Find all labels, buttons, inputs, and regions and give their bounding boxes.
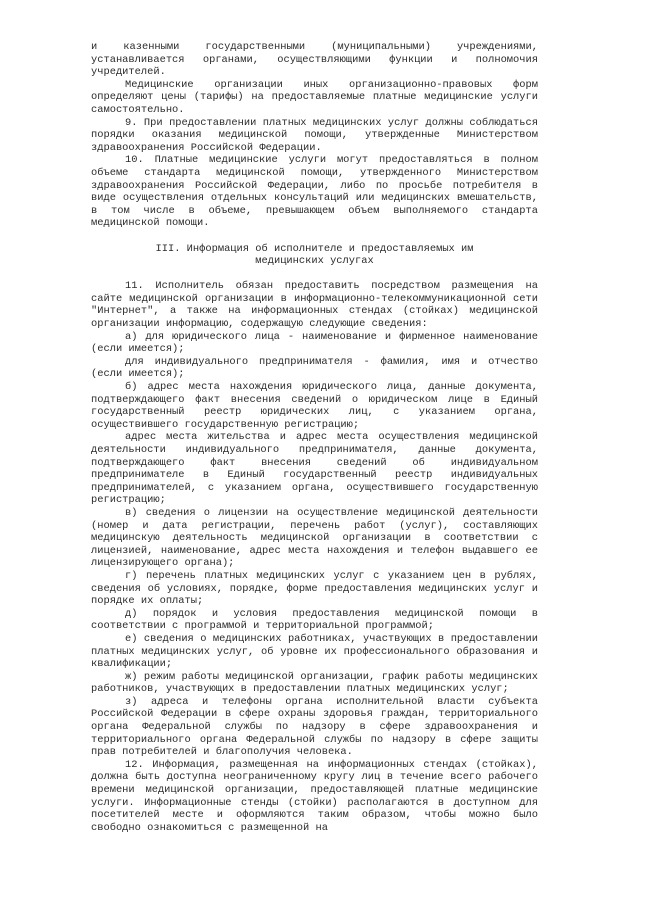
paragraph-p11: г) перечень платных медицинских услуг с указанием цен в рублях, сведения об условиях, порядке, форме предоставления медицинских услуг и порядке их оплаты; <box>91 569 538 608</box>
paragraph-p3: 9. При предоставлении платных медицинских услуг должны соблюдаться порядки оказания медицинской помощи, утвержденные Министерством здравоохранения Российской Федерации. <box>91 116 538 154</box>
paragraph-p13: е) сведения о медицинских работниках, участвующих в предоставлении платных медицинских услуг, об уровне их профессионального образования и квалификации; <box>91 632 538 671</box>
paragraph-p12: д) порядок и условия предоставления медицинской помощи в соответствии с программой и территориальной программой; <box>91 607 538 633</box>
spacer <box>91 268 538 281</box>
paragraph-p2: Медицинские организации иных организационно-правовых форм определяют цены (тарифы) на предоставляемые платные медицинские услуги самостоятельно. <box>91 78 538 116</box>
paragraph-p15: з) адреса и телефоны органа исполнительной власти субъекта Российской Федерации в сфере охраны здоровья граждан, территориального органа Федеральной службы по надзору в сфере здравоохранения и территориального органа Федеральной службы по надзору в сфере защиты прав потребителей и благополучия человека. <box>91 695 538 759</box>
paragraph-p1: и казенными государственными (муниципальными) учреждениями, устанавливается органами, осуществляющими функции и полномочия учредителей. <box>91 41 538 79</box>
section-heading-line2: медицинских услугах <box>255 255 374 268</box>
paragraph-p5: 11. Исполнитель обязан предоставить посредством размещения на сайте медицинской организации в информационно-телекоммуникационной сети "Интернет", а также на информационных стендах (стойках) медицинской организации информацию, содержащую следующие сведения: <box>91 280 538 331</box>
paragraph-p9: адрес места жительства и адрес места осуществления медицинской деятельности индивидуального предпринимателя, данные документа, подтверждающего факт внесения сведений об индивидуальном предпринимателе в Единый государственный реестр индивидуальных предпринимателей, с указанием органа, осуществившего государственную регистрацию; <box>91 431 538 507</box>
spacer <box>91 230 538 243</box>
document-body <box>91 41 538 834</box>
paragraph-p16: 12. Информация, размещенная на информационных стендах (стойках), должна быть доступна неограниченному кругу лиц в течение всего рабочего времени медицинской организации, предоставляющей платные медицинские услуги. Информационные стенды (стойки) располагаются в доступном для посетителей месте и оформляются таким образом, чтобы можно было свободно ознакомиться с размещенной на <box>91 758 538 834</box>
paragraph-p14: ж) режим работы медицинской организации, график работы медицинских работников, участвующих в предоставлении платных медицинских услуг; <box>91 670 538 696</box>
paragraph-p6: а) для юридического лица - наименование и фирменное наименование (если имеется); <box>91 330 538 356</box>
section-heading-line1: III. Информация об исполнителе и предоставляемых им <box>155 242 474 255</box>
paragraph-p8: б) адрес места нахождения юридического лица, данные документа, подтверждающего факт внесения сведений о юридическом лице в Единый государственный реестр юридических лиц, с указанием органа, осуществившего государственную регистрацию; <box>91 381 538 431</box>
paragraph-p10: в) сведения о лицензии на осуществление медицинской деятельности (номер и дата регистрации, перечень работ (услуг), составляющих медицинскую деятельность медицинской организации в соответствии с лицензией, наименование, адрес места нахождения и телефон выдавшего ее лицензирующего органа); <box>91 506 538 570</box>
paragraph-p7: для индивидуального предпринимателя - фамилия, имя и отчество (если имеется); <box>91 355 538 381</box>
paragraph-p4: 10. Платные медицинские услуги могут предоставляться в полном объеме стандарта медицинской помощи, утвержденного Министерством здравоохранения Российской Федерации, либо по просьбе потребителя в виде осуществления отдельных консультаций или медицинских вмешательств, в том числе в объеме, превышающем объем выполняемого стандарта медицинской помощи. <box>91 154 538 230</box>
